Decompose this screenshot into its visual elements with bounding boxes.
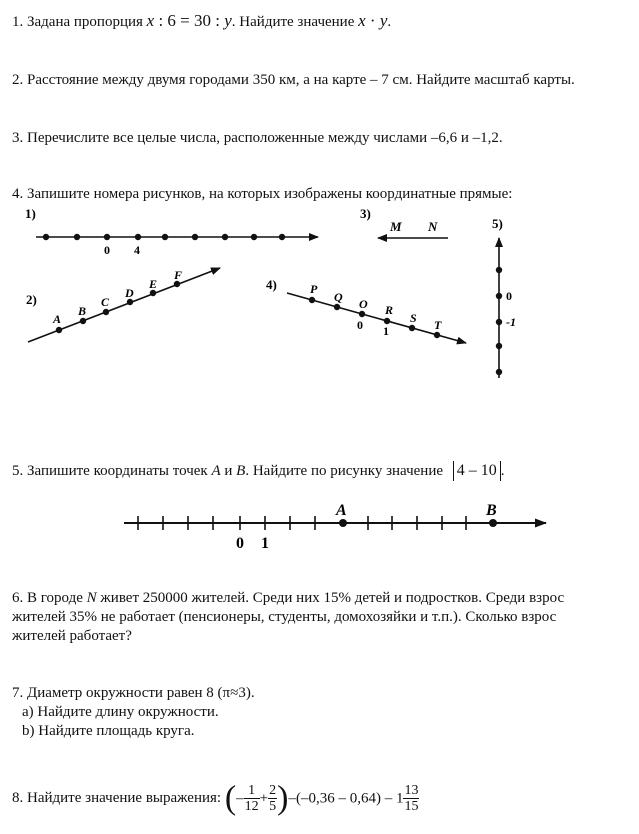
q5-axis-label-1: 1 — [261, 535, 269, 552]
q8-fraction-1 — [244, 783, 260, 814]
q8-middle: –(–0,36 – 0,64) – 1 — [288, 790, 404, 807]
q3-number: 3. — [12, 130, 24, 146]
question-5 — [12, 461, 505, 481]
q5-number-line — [0, 500, 639, 560]
q5-axis-label-0: 0 — [236, 535, 244, 552]
q5-text-2: . Найдите по рисунку значение — [245, 463, 444, 479]
q8-plus: + — [259, 790, 269, 807]
q1-product-y: y — [379, 11, 388, 30]
question-6-line-1 — [12, 589, 639, 607]
fig2-point-b: B — [78, 304, 87, 318]
q6-text-2: живет 250000 жителей. Среди них 15% детей и подростков. Среди взрос — [100, 590, 565, 606]
question-8 — [12, 778, 419, 822]
q1-number: 1. — [12, 14, 24, 30]
q6-city: N — [86, 590, 97, 606]
fig3-label: 3) — [360, 206, 371, 221]
q7-text: Диаметр окружности равен 8 (π≈3). — [27, 685, 255, 701]
q1-var-x: x — [146, 11, 155, 30]
q1-product — [358, 11, 387, 30]
q5-point-b: B — [236, 463, 246, 479]
q8-number: 8. — [12, 790, 24, 806]
q8-close-paren: ) — [277, 779, 289, 817]
q1-proportion — [147, 11, 232, 30]
q5-abs-expression: 4 – 10 — [453, 461, 501, 481]
q1-product-dot: · — [365, 11, 380, 30]
q5-point-b-dot — [489, 519, 497, 527]
fig5-line — [496, 238, 502, 378]
q1-tail: . — [387, 14, 392, 30]
fig1-line — [36, 234, 318, 240]
q5-point-a: A — [211, 463, 221, 479]
fig4-point-o: O — [359, 297, 368, 311]
fig4-tick-0: 0 — [357, 318, 363, 332]
fig2-point-f: F — [174, 268, 183, 282]
q1-var-y: y — [224, 11, 232, 30]
q8-fraction-2 — [268, 783, 277, 814]
q8-fraction-1-den: 12 — [244, 799, 259, 815]
q5-and: и — [224, 463, 233, 479]
fig2-point-c: C — [101, 295, 110, 309]
question-1 — [12, 12, 391, 31]
q1-proportion-middle: : 6 = 30 : — [154, 11, 225, 30]
question-6-line-3: жителей работает? — [12, 628, 132, 644]
q7-part-b: b) Найдите площадь круга. — [22, 723, 195, 739]
q1-text: Задана пропорция — [27, 14, 143, 30]
q8-fraction-3-den: 15 — [404, 799, 419, 815]
q5-number: 5. — [12, 463, 24, 479]
fig4-point-p: P — [310, 282, 318, 296]
fig4-tick-1: 1 — [383, 324, 389, 338]
fig2-label: 2) — [26, 292, 37, 307]
q6-number: 6. — [12, 590, 24, 606]
q7-part-a: a) Найдите длину окружности. — [22, 704, 219, 720]
fig1-tick-4: 4 — [134, 243, 140, 257]
fig2-point-e: E — [149, 277, 158, 291]
q4-text: Запишите номера рисунков, на которых изображены координатные прямые: — [27, 186, 513, 202]
q5-tail: . — [500, 463, 505, 479]
fig4-point-r: R — [385, 303, 394, 317]
q2-number: 2. — [12, 72, 24, 88]
q4-figures — [0, 200, 639, 390]
fig1-label: 1) — [25, 206, 36, 221]
fig1-tick-0: 0 — [104, 243, 110, 257]
q8-minus: – — [236, 790, 244, 807]
fig2-point-d: D — [125, 286, 134, 300]
q3-text: Перечислите все целые числа, расположенные между числами –6,6 и –1,2. — [27, 130, 503, 146]
q8-text: Найдите значение выражения: — [27, 790, 222, 806]
q5-text: Запишите координаты точек — [27, 463, 208, 479]
fig2-point-a: A — [53, 312, 62, 326]
question-6-line-2: жителей 35% не работает (пенсионеры, студенты, домохозяйки и т.п.). Сколько взрос — [12, 609, 557, 625]
fig5-label: 5) — [492, 216, 503, 231]
q5-axis-label-b: B — [486, 502, 497, 519]
q2-text: Расстояние между двумя городами 350 км, а на карте – 7 см. Найдите масштаб карты. — [27, 72, 575, 88]
q6-text: В городе — [27, 590, 83, 606]
fig4-label: 4) — [266, 277, 277, 292]
q8-fraction-2-den: 5 — [269, 799, 277, 815]
q8-fraction-2-num: 2 — [269, 783, 277, 799]
q7-number: 7. — [12, 685, 24, 701]
q8-fraction-1-num: 1 — [244, 783, 260, 799]
fig4-point-q: Q — [334, 290, 343, 304]
q8-open-paren: ( — [224, 779, 237, 817]
fig2-line — [28, 268, 220, 342]
q8-fraction-3 — [403, 783, 419, 814]
fig5-tick-minus1: -1 — [506, 315, 516, 329]
q4-number: 4. — [12, 186, 24, 202]
fig3-point-n: N — [428, 219, 438, 234]
fig5-tick-0: 0 — [506, 289, 512, 303]
q1-product-x: x — [358, 11, 366, 30]
question-2 — [12, 71, 575, 89]
q5-axis-label-a: A — [336, 502, 347, 519]
q1-text-2: . Найдите значение — [231, 14, 355, 30]
fig4-point-s: S — [410, 311, 417, 325]
fig4-point-t: T — [434, 318, 442, 332]
fig3-point-m: M — [390, 219, 402, 234]
q8-fraction-3-num: 13 — [404, 783, 419, 799]
q5-point-a-dot — [339, 519, 347, 527]
question-3 — [12, 129, 503, 147]
question-7 — [12, 684, 255, 702]
